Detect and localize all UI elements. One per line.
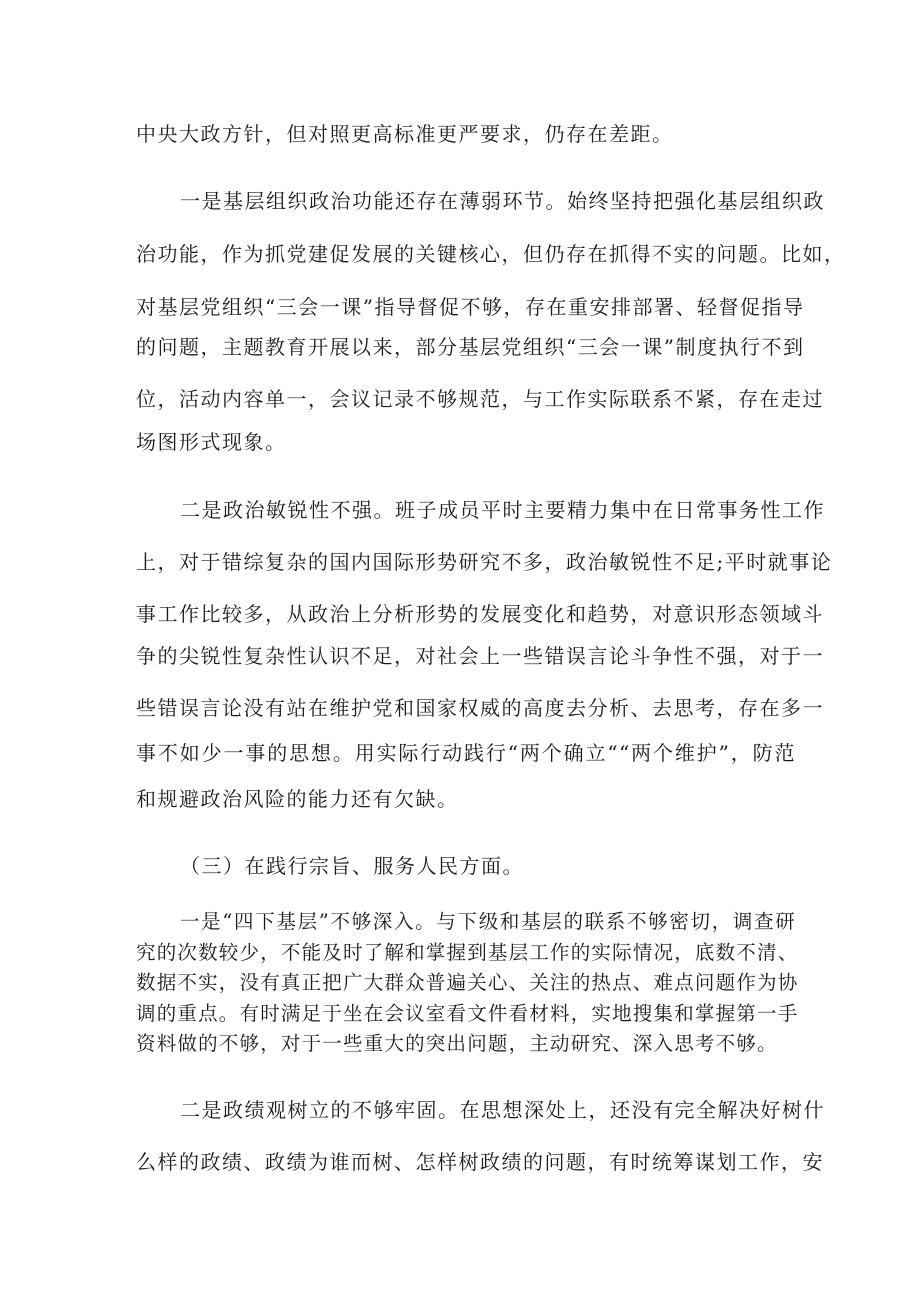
paragraph-2-line: 二是政治敏锐性不强。班子成员平时主要精力集中在日常事务性工作 (180, 498, 825, 522)
paragraph-2-line: 事不如少一事的思想。用实际行动践行“两个确立““两个维护”，防范 (136, 741, 796, 765)
paragraph-1-line: 位，活动内容单一，会议记录不够规范，与工作实际联系不紧，存在走过 (136, 387, 824, 411)
paragraph-3-line: 一是“四下基层”不够深入。与下级和基层的联系不够密切，调查研 (180, 910, 796, 933)
paragraph-2-line: 上，对于错综复杂的国内国际形势研究不多，政治敏锐性不足;平时就事论 (136, 550, 833, 574)
paragraph-2-line: 和规避政治风险的能力还有欠缺。 (136, 787, 459, 811)
section-heading: （三）在践行宗旨、服务人民方面。 (180, 854, 524, 878)
paragraph-2-line: 争的尖锐性复杂性认识不足，对社会上一些错误言论斗争性不强，对于一 (136, 644, 824, 668)
paragraph-2-line: 事工作比较多，从政治上分析形势的发展变化和趋势，对意识形态领域斗 (136, 602, 824, 626)
paragraph-1-line: 场图形式现象。 (136, 430, 287, 454)
paragraph-4-line: 二是政绩观树立的不够牢固。在思想深处上，还没有完全解决好树什 (180, 1098, 825, 1122)
paragraph-4-line: 么样的政绩、政绩为谁而树、怎样树政绩的问题，有时统筹谋划工作，安 (136, 1150, 824, 1174)
paragraph-3-line: 究的次数较少，不能及时了解和掌握到基层工作的实际情况，底数不清、 (136, 941, 799, 964)
paragraph-3-line: 资料做的不够，对于一些重大的突出问题，主动研究、深入思考不够。 (136, 1032, 778, 1055)
paragraph-1-line: 对基层党组织“三会一课”指导督促不够，存在重安排部署、轻督促指导 (136, 295, 805, 319)
continuation-line: 中央大政方针，但对照更高标准更严要求，仍存在差距。 (136, 122, 674, 146)
paragraph-1-line: 一是基层组织政治功能还存在薄弱环节。始终坚持把强化基层组织政 (180, 189, 825, 213)
paragraph-1-line: 的问题，主题教育开展以来，部分基层党组织“三会一课”制度执行不到 (136, 335, 805, 359)
paragraph-2-line: 些错误言论没有站在维护党和国家权威的高度去分析、去思考，存在多一 (136, 696, 824, 720)
paragraph-3-line: 调的重点。有时满足于坐在会议室看文件看材料，实地搜集和掌握第一手 (136, 1002, 799, 1025)
paragraph-1-line: 治功能，作为抓党建促发展的关键核心，但仍存在抓得不实的问题。比如， (136, 242, 846, 266)
paragraph-3-line: 数据不实，没有真正把广大群众普遍关心、关注的热点、难点问题作为协 (136, 971, 799, 994)
